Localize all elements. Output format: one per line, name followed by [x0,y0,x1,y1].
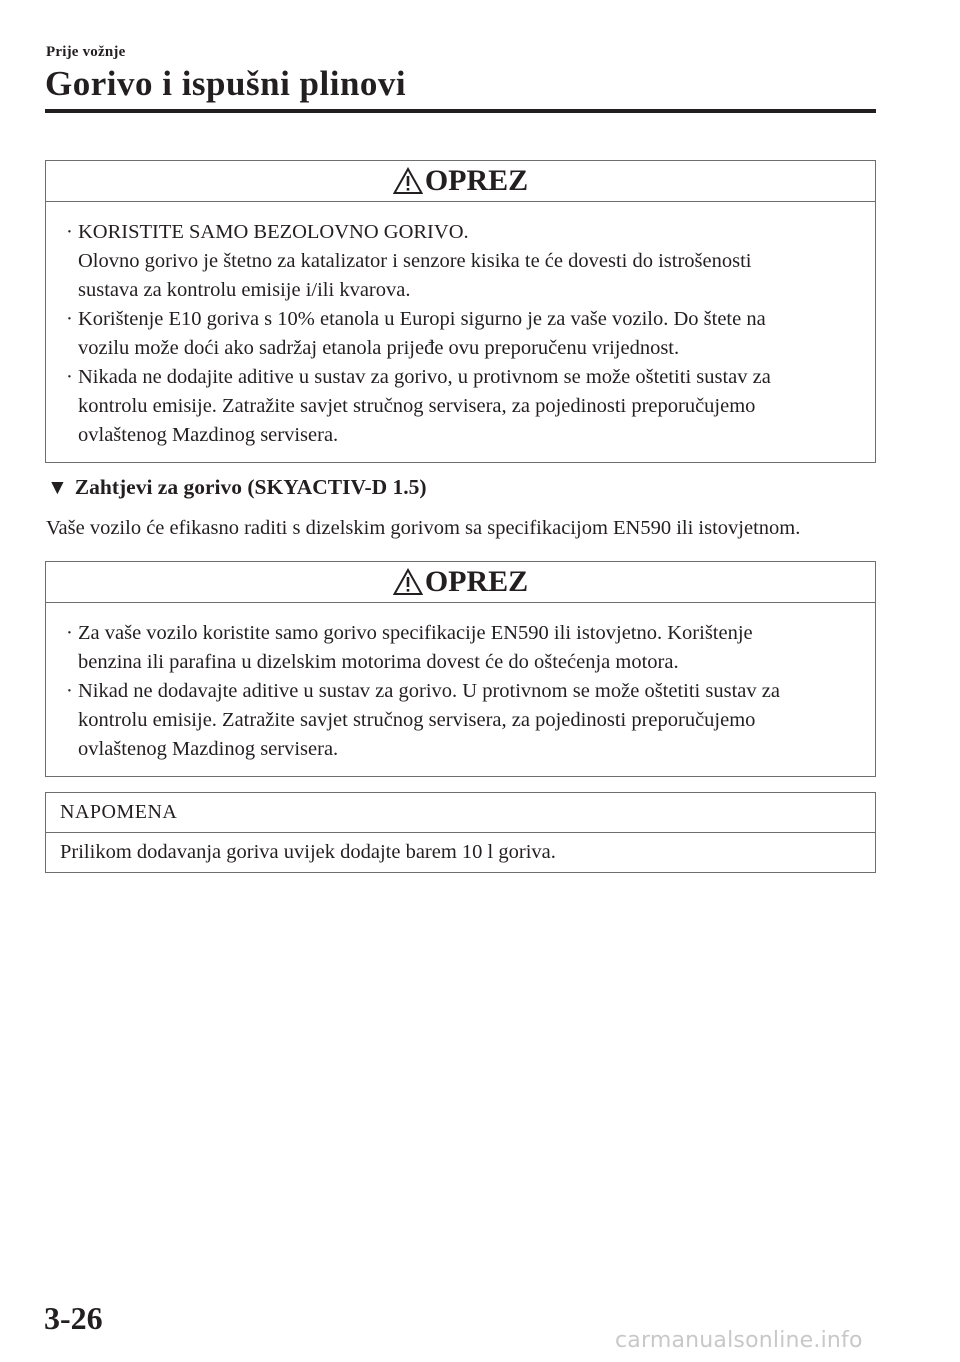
text-line: sustava za kontrolu emisije i/ili kvarova. [78,279,411,301]
caution-body [46,603,875,776]
note-title: NAPOMENA [46,793,875,833]
bullet: · [66,366,73,388]
watermark-link[interactable]: carmanualsonline.info [615,1328,863,1353]
caution-header [46,161,875,202]
caution-item-text [78,218,855,305]
warning-icon [393,167,423,195]
text-line: Olovno gorivo je štetno za katalizator i senzore kisika te će dovesti do istrošenosti [78,250,752,272]
caution-item [66,363,855,450]
caution-header [46,562,875,603]
chapter-label: Prije vožnje [46,44,126,60]
note-text: Prilikom dodavanja goriva uvijek dodajte barem 10 l goriva. [60,841,556,863]
page-number: 3-26 [44,1300,103,1336]
bullet: · [66,221,73,243]
caution-item [66,305,855,363]
text-line: Nikada ne dodajite aditive u sustav za gorivo, u protivnom se može oštetiti sustav za [78,366,771,388]
caution-item-text [78,619,855,677]
text-line: Za vaše vozilo koristite samo gorivo specifikacije EN590 ili istovjetno. Korištenje [78,622,753,644]
caution-item [66,619,855,677]
caution-title-text: OPREZ [424,164,529,197]
section-heading-text: Zahtjevi za gorivo (SKYACTIV-D 1.5) [74,475,427,499]
section-heading [47,475,427,500]
caution-title [393,565,528,599]
caution-item-text [78,305,855,363]
caution-title [393,164,528,198]
text-line: benzina ili parafina u dizelskim motorima dovest će do oštećenja motora. [78,651,679,673]
text-line: vozilu može doći ako sadržaj etanola prijeđe ovu preporučenu vrijednost. [78,337,680,359]
warning-icon [393,568,423,596]
text-line: KORISTITE SAMO BEZOLOVNO GORIVO. [78,221,469,243]
text-line: kontrolu emisije. Zatražite savjet stručnog servisera, za pojedinosti preporučujemo [78,395,756,417]
text-line: kontrolu emisije. Zatražite savjet stručnog servisera, za pojedinosti preporučujemo [78,709,756,731]
caution-item-text [78,363,855,450]
text-line: Korištenje E10 goriva s 10% etanola u Europi sigurno je za vaše vozilo. Do štete na [78,308,766,330]
title-rule [45,109,876,113]
bullet: · [66,308,73,330]
text-line: Nikad ne dodavajte aditive u sustav za gorivo. U protivnom se može oštetiti sustav za [78,680,780,702]
text-line: ovlaštenog Mazdinog servisera. [78,738,339,760]
section-paragraph: Vaše vozilo će efikasno raditi s dizelskim gorivom sa specifikacijom EN590 ili istovjetnom. [46,517,801,539]
triangle-down-icon: ▼ [47,475,68,499]
caution-body [46,202,875,462]
bullet: · [66,622,73,644]
caution-title-text: OPREZ [424,565,529,598]
caution-box-1 [45,160,876,463]
page-title: Gorivo i ispušni plinovi [45,64,407,103]
bullet: · [66,680,73,702]
caution-item-text [78,677,855,764]
caution-box-2 [45,561,876,777]
caution-item [66,677,855,764]
text-line: ovlaštenog Mazdinog servisera. [78,424,339,446]
note-box [45,792,876,873]
caution-item [66,218,855,305]
